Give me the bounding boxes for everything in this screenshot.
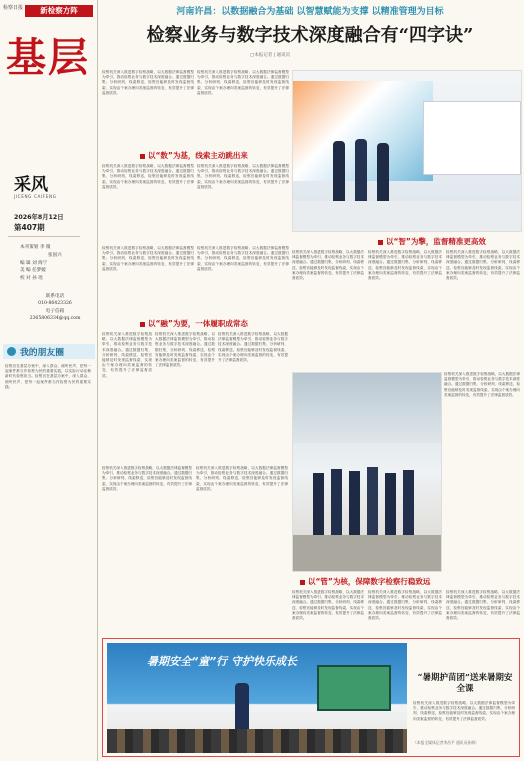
- body-column: 检察机关深入推进数字检察战略，以大数据法律监督模型为牵引，推动检察业务与数字技术深度融合。通过数据归集、分析研判、线索移送，检察官能够及时发现监督线索，实现由个案办理向类案监督的转变，有效提升了法律监督质效。: [446, 590, 520, 621]
- friends-icon: [7, 347, 16, 356]
- email-label: 电子信箱: [45, 308, 65, 314]
- photo-audience: [107, 729, 407, 753]
- issue-date: 2026年8月12日: [14, 214, 64, 221]
- photo-person: [403, 470, 414, 535]
- body-column: 检察机关深入推进数字检察战略，以大数据法律监督模型为牵引，推动检察业务与数字技术深度融合。通过数据归集、分析研判、线索移送，检察官能够及时发现监督线索，实现由个案办理向类案监督的转变，有效提升了法律监督质效。: [292, 590, 364, 621]
- section-tag-label: 新检察方阵: [40, 6, 78, 15]
- body-column: 检察机关深入推进数字检察战略，以大数据法律监督模型为牵引，推动检察业务与数字技术深度融合。通过数据归集、分析研判、线索移送，检察官能够及时发现监督线索，实现由个案办理向类案监督的转变，有效提升了法律监督质效。: [102, 332, 152, 378]
- body-column: 检察机关深入推进数字检察战略，以大数据法律监督模型为牵引，推动检察业务与数字技术深度融合。通过数据归集、分析研判、线索移送，检察官能够及时发现监督线索，实现由个案办理向类案监督的转变，有效提升了法律监督质效。: [197, 164, 289, 189]
- photo-person: [367, 467, 378, 535]
- section-head-4: [300, 576, 430, 587]
- body-column: 检察机关深入推进数字检察战略，以大数据法律监督模型为牵引，推动检察业务与数字技术深度融合。通过数据归集、分析研判、线索移送，检察官能够及时发现监督线索，实现由个案办理向类案监督的转变，有效提升了法律监督质效。: [368, 590, 442, 621]
- body-column: 检察机关深入推进数字检察战略，以大数据法律监督模型为牵引，推动检察业务与数字技术深度融合。通过数据归集、分析研判、线索移送，检察官能够及时发现监督线索，实现由个案办理向类案监督的转变，有效提升了法律监督质效。: [446, 250, 520, 281]
- section-head-2-label: 以“智”为擎，监督精准更高效: [386, 237, 486, 246]
- photo-person: [385, 473, 396, 535]
- staff-line: 校 对 孙 瑶: [20, 276, 43, 282]
- section-head-4-label: 以“管”为核，保障数字检察行稳致远: [308, 577, 431, 586]
- column-divider: [97, 0, 98, 761]
- staff-list: [20, 244, 90, 283]
- pinyin: JICENG CAIFENG: [14, 194, 57, 199]
- feature-side-text: 检察机关深入推进数字检察战略，以大数据法律监督模型为牵引，推动检察业务与数字技术深度融合。通过数据归集、分析研判、线索移送，检察官能够及时发现监督线索，实现由个案办理向类案监督的转变，有效提升了法律监督质效。: [413, 701, 515, 721]
- photo-person: [331, 469, 342, 535]
- body-column: 检察机关深入推进数字检察战略，以大数据法律监督模型为牵引，推动检察业务与数字技术深度融合。通过数据归集、分析研判、线索移送，检察官能够及时发现监督线索，实现由个案办理向类案监督的转变，有效提升了法律监督质效。: [218, 332, 288, 363]
- photo-building: [293, 373, 441, 443]
- intro-text: 检察机关深入推进数字检察战略，以大数据法律监督模型为牵引，推动检察业务与数字技术深度融合。通过数据归集、分析研判、线索移送，检察官能够及时发现监督线索，实现由个案办理向类案监督的转变，有效提升了法律监督质效。: [102, 70, 194, 95]
- section-head-3: [140, 318, 248, 329]
- contact-label: 联系电话: [45, 294, 65, 299]
- photo-speaker: [235, 683, 249, 733]
- photo-person: [377, 143, 389, 201]
- feature-credit: （本报全媒体记者李昌平 通讯员孙梅）: [413, 740, 479, 745]
- headline-byline: □本报记者 | 通讯员: [250, 53, 291, 58]
- photo-ground: [293, 535, 441, 571]
- big-title: 基层: [6, 34, 90, 81]
- section-tag: [25, 5, 93, 17]
- photo-group: [292, 372, 442, 572]
- sub-title: 采风: [14, 175, 48, 195]
- body-column: 检察机关深入推进数字检察战略，以大数据法律监督模型为牵引，推动检察业务与数字技术深度融合。通过数据归集、分析研判、线索移送，检察官能够及时发现监督线索，实现由个案办理向类案监督的转变，有效提升了法律监督质效。: [196, 466, 288, 491]
- divider: [8, 236, 80, 237]
- section-head-1: [140, 150, 248, 161]
- newspaper-logo: 检察日报: [3, 5, 24, 11]
- body-column: 检察机关深入推进数字检察战略，以大数据法律监督模型为牵引，推动检察业务与数字技术深度融合。通过数据归集、分析研判、线索移送，检察官能够及时发现监督线索，实现由个案办理向类案监督的转变，有效提升了法律监督质效。: [197, 246, 289, 271]
- contact-phone: 010-86423326: [38, 301, 72, 307]
- photo-floor: [293, 201, 521, 231]
- body-column: 检察机关深入推进数字检察战略，以大数据法律监督模型为牵引，推动检察业务与数字技术深度融合。通过数据归集、分析研判、线索移送，检察官能够及时发现监督线索，实现由个案办理向类案监督的转变，有效提升了法律监督质效。: [102, 466, 192, 491]
- contact-block: [18, 293, 92, 323]
- staff-line: 美 编 任梦媛: [20, 268, 46, 274]
- friends-title: 我的朋友圈: [20, 348, 64, 358]
- photo-person: [349, 471, 360, 535]
- photo-person: [333, 141, 345, 201]
- headline-kicker: 河南许昌：以数据融合为基础 以智慧赋能为支撑 以精准管理为目标: [176, 7, 444, 17]
- section-head-1-label: 以“数”为基，线索主动跳出来: [148, 151, 248, 160]
- body-column: 检察机关深入推进数字检察战略，以大数据法律监督模型为牵引，推动检察业务与数字技术深度融合。通过数据归集、分析研判、线索移送，检察官能够及时发现监督线索，实现由个案办理向类案监督的转变，有效提升了法律监督质效。: [102, 164, 194, 189]
- staff-line: 编 辑 刘 海宁: [20, 260, 48, 266]
- section-head-3-label: 以“融”为要，一体履职成常态: [148, 319, 248, 328]
- headline-main: 检察业务与数字技术深度融合有“四字诀”: [146, 25, 474, 46]
- email-address: 2365806334@qq.com: [29, 316, 81, 322]
- body-column: 检察机关深入推进数字检察战略，以大数据法律监督模型为牵引，推动检察业务与数字技术深度融合。通过数据归集、分析研判、线索移送，检察官能够及时发现监督线索，实现由个案办理向类案监督的转变，有效提升了法律监督质效。: [368, 250, 442, 281]
- photo-person: [355, 139, 367, 201]
- feature-photo: [107, 643, 407, 753]
- feature-screen: [317, 665, 391, 711]
- staff-line: 张国兴: [48, 252, 62, 258]
- section-head-2: [378, 236, 486, 247]
- feature-banner: 暑期安全“童”行 守护快乐成长: [147, 655, 297, 668]
- feature-frame: [102, 638, 520, 757]
- masthead-column: [0, 0, 96, 761]
- feature-side-title: “暑期护苗团”送来暑期安全课: [417, 673, 513, 694]
- headline-block: [100, 4, 524, 74]
- friends-text: 检察官在基层办案中，深入群众、倾听民声，把每一起案件都当作检察为民的重要实践，以实际行动诠释新时代检察担当。检察官在基层办案中，深入群众、倾听民声，把每一起案件都当作检察为民的重要实践。: [5, 364, 91, 389]
- body-column: 检察机关深入推进数字检察战略，以大数据法律监督模型为牵引，推动检察业务与数字技术深度融合。通过数据归集、分析研判、线索移送，检察官能够及时发现监督线索，实现由个案办理向类案监督的转变，有效提升了法律监督质效。: [292, 250, 364, 281]
- body-column: 检察机关深入推进数字检察战略，以大数据法律监督模型为牵引，推动检察业务与数字技术深度融合。通过数据归集、分析研判、线索移送，检察官能够及时发现监督线索，实现由个案办理向类案监督的转变，有效提升了法律监督质效。: [155, 332, 215, 368]
- staff-line: 本刊策划 李 微: [20, 245, 51, 250]
- photo-digital-screen: [292, 70, 522, 232]
- photo-screen-wall: [423, 101, 521, 175]
- photo-person: [313, 473, 324, 535]
- body-column: 检察机关深入推进数字检察战略，以大数据法律监督模型为牵引，推动检察业务与数字技术深度融合。通过数据归集、分析研判、线索移送，检察官能够及时发现监督线索，实现由个案办理向类案监督的转变，有效提升了法律监督质效。: [102, 246, 194, 271]
- friends-header: [3, 344, 95, 359]
- issue-number: 第407期: [14, 223, 45, 232]
- intro-text-2: 检察机关深入推进数字检察战略，以大数据法律监督模型为牵引，推动检察业务与数字技术深度融合。通过数据归集、分析研判、线索移送，检察官能够及时发现监督线索，实现由个案办理向类案监督的转变，有效提升了法律监督质效。: [197, 70, 289, 95]
- body-column: 检察机关深入推进数字检察战略，以大数据法律监督模型为牵引，推动检察业务与数字技术深度融合。通过数据归集、分析研判、线索移送，检察官能够及时发现监督线索，实现由个案办理向类案监督的转变，有效提升了法律监督质效。: [444, 372, 520, 397]
